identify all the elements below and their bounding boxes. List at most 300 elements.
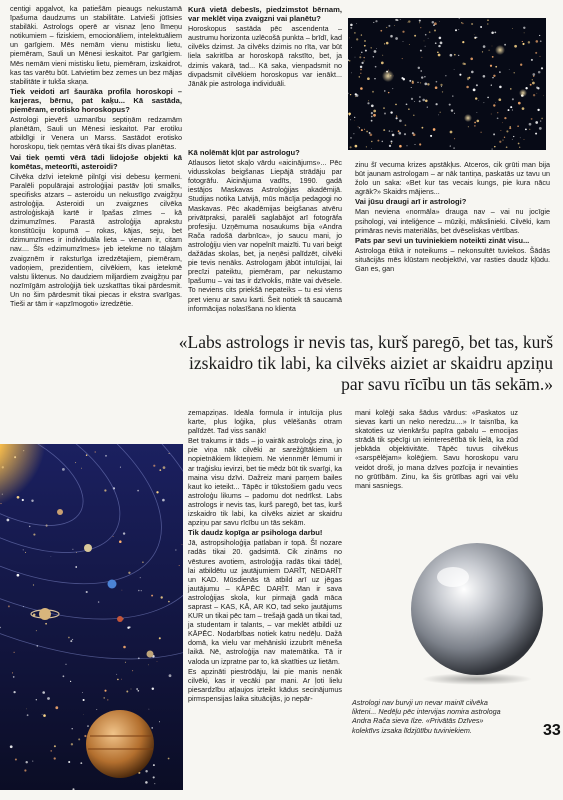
star-dot — [355, 57, 356, 58]
star-dot — [519, 147, 520, 148]
star-dot — [439, 21, 440, 22]
star-dot — [388, 25, 390, 27]
star-dot — [403, 78, 405, 80]
star-dot — [13, 676, 15, 678]
star-dot — [389, 145, 391, 147]
star-dot — [427, 107, 428, 108]
star-dot — [354, 32, 356, 34]
paragraph: centigi apgalvot, ka patiešām pieaugs nekustamā īpašuma daudzums un stabilitāte. Latvieši jūtīsies stabilāki. Astrologs operē ar visnaz ļeno līmeņu notikumiem – fiziskiem, emocionāliem, intelektuāliem un garīgiem. Mēs nemām vienu mistisku lietu, piemēram, Sauli un Mēnesi ieskaitot. Par garīgiem. Mēs nemām vieni mistisku lietu, piemēram, izskaidrot, kas tas varētu būt. Latvietim bez zemes un bez mājas stabilitāte ir tukša skaņa. — [10, 4, 182, 86]
star-dot — [502, 122, 503, 123]
star-dot — [371, 116, 373, 118]
star-dot — [537, 87, 539, 89]
solar-system-illustration — [0, 444, 183, 790]
star-dot — [359, 127, 360, 128]
star-dot — [470, 58, 473, 61]
star-dot — [425, 46, 426, 47]
star-dot — [476, 120, 479, 123]
article-column-3-middle — [355, 160, 550, 274]
article-column-3-bottom — [355, 408, 518, 491]
star-dot — [420, 27, 421, 28]
star-dot — [421, 76, 423, 78]
star-dot — [539, 127, 542, 130]
article-column-2-top — [188, 4, 342, 89]
star-dot — [350, 94, 351, 95]
star-dot — [491, 114, 492, 115]
star-dot — [128, 572, 130, 574]
star-dot — [375, 20, 377, 22]
star-dot — [540, 40, 542, 42]
star-dot — [96, 709, 97, 710]
interview-question: Kurā vietā debesīs, piedzimstot bērnam, var meklēt viņa zvaigzni vai planētu? — [188, 5, 342, 24]
star-dot — [414, 101, 415, 102]
star-dot — [83, 714, 84, 715]
star-dot — [428, 38, 429, 39]
star-dot — [435, 103, 437, 105]
star-dot — [474, 125, 475, 126]
star-dot — [529, 123, 532, 126]
paragraph: Man neviena «normāla» drauga nav – vai nu jocīgie psihologi, vai inteliģence – mūziķi, mākslinieki. Cilvēki, kam primāras nevis materiālās, bet dvēseliskas vērtības. — [355, 207, 550, 235]
star-dot — [510, 88, 512, 90]
star-dot — [388, 92, 389, 93]
star-dot — [541, 67, 543, 69]
star-dot — [26, 709, 27, 710]
star-dot — [408, 20, 410, 22]
star-dot — [482, 51, 483, 52]
star-dot — [361, 62, 363, 64]
paragraph: zinu šī vecuma krizes apstākļus. Atceros, cik grūti man bija būt jaunam astrologam – ar nāk tantiņa, paskatās uz tavu un žolo un saka: «Bet kur tas vecais kungs, pie kura nācu agrāk?» Skaidrs mājiens... — [355, 160, 550, 197]
star-dot — [371, 148, 372, 149]
star-dot — [399, 145, 402, 148]
star-dot — [474, 122, 476, 124]
star-dot — [117, 679, 119, 681]
star-dot — [368, 100, 369, 101]
star-dot — [350, 119, 351, 120]
star-dot — [459, 74, 461, 76]
star-dot — [371, 120, 373, 122]
star-dot — [45, 623, 47, 625]
star-dot — [86, 591, 88, 593]
star-dot — [54, 745, 56, 747]
star-dot — [159, 637, 161, 639]
starfield-photo — [348, 18, 546, 150]
star-dot — [123, 646, 126, 649]
star-dot — [395, 37, 398, 40]
star-dot — [386, 42, 389, 45]
star-dot — [350, 137, 352, 139]
star-dot — [42, 691, 45, 694]
star-dot — [163, 466, 166, 469]
star-dot — [473, 89, 476, 92]
star-dot — [113, 536, 114, 537]
star-dot — [477, 112, 478, 113]
star-dot — [420, 50, 422, 52]
star-dot — [55, 706, 58, 709]
star-dot — [131, 689, 132, 690]
star-dot — [120, 467, 121, 468]
star-dot — [455, 29, 457, 31]
star-dot — [413, 133, 416, 136]
star-dot — [63, 675, 65, 677]
star-dot — [156, 491, 158, 493]
star-dot — [433, 24, 435, 26]
star-dot — [381, 62, 384, 65]
star-dot — [471, 71, 474, 74]
star-dot — [391, 141, 393, 143]
star-dot — [365, 50, 367, 52]
star-dot — [98, 601, 100, 603]
star-dot — [398, 130, 400, 132]
star-dot — [371, 112, 373, 114]
star-dot — [374, 78, 375, 79]
star-dot — [539, 35, 540, 36]
star-dot — [145, 781, 148, 784]
star-dot — [374, 50, 377, 53]
star-dot — [411, 87, 412, 88]
star-dot — [396, 116, 397, 117]
star-dot — [390, 35, 393, 38]
star-dot — [373, 110, 376, 113]
star-dot — [360, 87, 363, 90]
star-dot — [366, 146, 367, 147]
star-dot — [33, 534, 35, 536]
star-dot — [404, 133, 406, 135]
interview-question: Vai tiek ņemti vērā tādi lidojoše objekti kā komētas, meteorīti, asteroidi? — [10, 152, 182, 171]
star-dot — [462, 41, 464, 43]
star-dot — [141, 590, 142, 591]
star-dot — [384, 113, 386, 115]
star-dot — [367, 77, 370, 80]
star-dot — [70, 640, 72, 642]
star-dot — [354, 117, 355, 118]
star-dot — [14, 652, 15, 653]
star-dot — [500, 130, 501, 131]
star-dot — [494, 146, 496, 148]
article-column-2-bottom — [188, 408, 342, 704]
star-dot — [353, 133, 354, 134]
star-dot — [499, 86, 502, 89]
star-dot — [512, 98, 514, 100]
star-dot — [370, 133, 373, 136]
star-dot — [123, 532, 125, 534]
star-dot — [498, 98, 501, 101]
star-dot — [350, 24, 353, 27]
star-dot — [384, 43, 385, 44]
star-dot — [480, 132, 481, 133]
star-dot — [425, 100, 428, 103]
star-dot — [478, 100, 479, 101]
star-dot — [450, 54, 453, 57]
star-dot — [517, 125, 519, 127]
paragraph: Astrologi pievērš uzmanību septiņām redzamām planētām, Sauli un Mēnesi ieskaitot. Par erotiku atbildīgi ir Venera un Marss. Sastādot erotisko horoskopu, tiek ņemtas vērā tikai šīs divas planētas. — [10, 115, 182, 152]
interview-question: Pats par sevi un tuviniekiem noteikti zināt visu... — [355, 235, 530, 245]
star-dot — [506, 146, 508, 148]
star-dot — [419, 20, 421, 22]
star-dot — [75, 566, 77, 568]
crystal-ball-graphic — [405, 537, 550, 687]
star-dot — [68, 761, 70, 763]
star-dot — [414, 35, 416, 37]
star-dot — [27, 714, 29, 716]
image-caption: Astrologi nav burvji un nevar mainīt cilvēka likteni... Nedēļu pēc intervijas nomira astrologa Andra Rača sieva Ilze. «Privātās Dzīves» kolektīvs izsaka līdzjūtību tuviniekiem. — [352, 698, 501, 735]
star-dot — [487, 23, 488, 24]
star-dot — [355, 145, 358, 148]
star-dot — [349, 37, 350, 38]
star-dot — [532, 73, 535, 76]
star-dot — [418, 67, 420, 69]
star-dot — [492, 149, 493, 150]
star-dot — [450, 145, 451, 146]
star-dot — [420, 82, 421, 83]
star-dot — [400, 19, 401, 20]
star-dot — [371, 104, 374, 107]
star-dot — [483, 75, 486, 78]
star-dot — [363, 57, 364, 58]
star-dot — [10, 745, 13, 748]
star-dot — [487, 20, 488, 21]
star-dot — [75, 462, 76, 463]
star-dot — [12, 672, 13, 673]
star-dot — [360, 54, 361, 55]
star-dot — [488, 50, 489, 51]
star-dot — [377, 140, 379, 142]
star-dot — [15, 758, 17, 760]
star-dot — [512, 109, 513, 110]
star-dot — [543, 95, 544, 96]
star-dot — [54, 757, 56, 759]
star-dot — [350, 146, 352, 148]
star-dot — [520, 137, 521, 138]
star-dot — [82, 692, 83, 693]
crystal-ball-photo — [405, 537, 550, 687]
star-dot — [408, 108, 410, 110]
star-dot — [43, 714, 46, 717]
star-dot — [384, 90, 385, 91]
star-dot — [440, 42, 443, 45]
interview-question: Kā nolēmāt kļūt par astrologu? — [188, 148, 300, 157]
star-dot — [522, 107, 525, 110]
star-dot — [466, 86, 469, 89]
star-dot — [122, 590, 123, 591]
star-dot — [119, 540, 122, 543]
star-dot — [413, 114, 415, 116]
star-dot — [364, 45, 366, 47]
star-dot — [47, 697, 50, 700]
star-dot — [84, 735, 86, 737]
star-dot — [409, 44, 410, 45]
star-dot — [175, 550, 176, 551]
star-dot — [138, 590, 140, 592]
star-dot — [95, 451, 96, 452]
star-dot — [104, 690, 106, 692]
star-dot — [412, 81, 414, 83]
star-dot — [394, 25, 395, 26]
star-dot — [484, 102, 485, 103]
starfield-graphic — [348, 18, 546, 150]
star-dot — [406, 103, 408, 105]
star-dot — [104, 489, 106, 491]
star-dot — [78, 738, 80, 740]
star-dot — [538, 71, 541, 74]
star-dot — [491, 84, 492, 85]
star-dot — [480, 26, 482, 28]
star-dot — [392, 88, 393, 89]
star-dot — [541, 118, 543, 120]
star-dot — [391, 143, 392, 144]
star-dot — [483, 45, 486, 48]
star-dot — [468, 77, 470, 79]
paragraph: Astrologa ētikā ir noteikums – nekonsultēt tuviekos. Šādās situācijās mēs klūstam neobjektīvi, var rasties daudz kļūdu. Gan es, gan — [355, 245, 550, 274]
star-dot — [497, 117, 499, 119]
star-dot — [409, 80, 411, 82]
paragraph: Jā, astropsiholoģija patlaban ir topā. Šī nozare radās tikai 20. gadsimtā. Cik zināms no vēstures avotiem, astroloģija radās tikai tādēļ, lai atbildētu uz jautājumiem DARĪT, NEDARĪT un KAD. Mūsdienās tā atbild arī uz jēgas jautājumu – KĀPĒC DARĪT. Man ir sava astroloģijas skola, kur pirmajā gadā māca saprast – KAS, KĀ, AR KO, tad seko jautājums KUR un tikai pēc tam – trešajā gadā un tikai tad, ja studentam ir talants, – var meklēt atbildi uz KĀPĒC. Nodarbības notiek katru nedēļu. Dažā domā, ka vielu var mehāniski izzubrīt mēneša laikā. Nē, astroloģija nav matemātika. Tā ir valoda un izpratne par to, kā skatīties uz lietām. — [188, 538, 342, 666]
star-dot — [81, 468, 82, 469]
star-dot — [427, 83, 429, 85]
star-dot — [468, 126, 469, 127]
star-dot — [406, 145, 407, 146]
star-dot — [154, 783, 155, 784]
star-dot — [24, 769, 26, 771]
star-dot — [151, 727, 153, 729]
star-dot — [392, 134, 395, 137]
star-dot — [440, 84, 442, 86]
star-dot — [373, 22, 374, 23]
star-dot — [424, 83, 427, 86]
star-dot — [475, 97, 477, 99]
article-column-2-middle — [188, 147, 342, 314]
star-dot — [458, 55, 459, 56]
star-dot — [360, 73, 361, 74]
star-dot — [451, 109, 453, 111]
star-dot — [373, 114, 376, 117]
star-dot — [503, 140, 504, 141]
star-dot — [42, 714, 43, 715]
star-dot — [371, 141, 372, 142]
star-dot — [369, 132, 371, 134]
star-dot — [386, 27, 387, 28]
star-dot — [419, 143, 421, 145]
star-dot — [518, 143, 520, 145]
star-dot — [464, 63, 466, 65]
star-dot — [36, 699, 37, 700]
star-dot — [32, 761, 33, 762]
star-dot — [149, 709, 150, 710]
star-dot — [424, 76, 425, 77]
star-dot — [373, 56, 374, 57]
star-dot — [535, 121, 538, 124]
star-dot — [33, 584, 34, 585]
star-dot — [116, 674, 117, 675]
star-dot — [491, 32, 494, 35]
star-dot — [50, 750, 52, 752]
star-dot — [364, 40, 365, 41]
star-dot — [424, 41, 425, 42]
star-dot — [497, 112, 498, 113]
star-dot — [510, 106, 512, 108]
star-dot — [492, 56, 494, 58]
star-dot — [499, 71, 501, 73]
star-dot — [80, 762, 82, 764]
star-dot — [358, 126, 359, 127]
star-dot — [179, 565, 180, 566]
star-dot — [151, 595, 153, 597]
star-dot — [449, 104, 451, 106]
star-dot — [514, 45, 517, 48]
star-dot — [495, 102, 496, 103]
star-dot — [382, 141, 384, 143]
star-dot — [87, 725, 89, 727]
star-dot — [159, 721, 160, 722]
star-dot — [525, 87, 527, 89]
paragraph: Cilvēka dzīvi ietekmē pilnīgi visi debesu ķermeni. Paralēli populārajai astroloģijai pastāv ļoti smalks, specifisks atzars – asteroidu un nekustīgo zvaigžņu astroloģija. Asteroidi un zvaigznes cilvēka astroloģiskajā kartē ir īpašas zīmes – kā dzimumzīmes. Parastā astroloģija aprakstu konstitūciju kopumā – rokas, kājas, seju, bet dzimumzīmes ir individuāla lieta – vienam ir, citam nav.... Šīs «dzimumzīmes» jeb ietekme no tālajām zvaigznēm ir raksturīga izredzētajiem, piemēram, vadoņiem, prezidentiem, cilvēkiem, kas ietekmē valstu liktenus. No daudziem miljardiem zvaigžņu par nozīmīgām astroloģijā tiek uzskatītas tikai pārdesmit. Un no šim pārdesmit tikai piecas ir ekstra svarīgas. Tieši ar tām ir «apzīmogoti» izredzētie. — [10, 171, 182, 308]
star-dot — [125, 662, 126, 663]
star-dot — [494, 31, 496, 33]
star-dot — [17, 574, 20, 577]
star-dot — [524, 33, 525, 34]
star-dot — [399, 132, 402, 135]
star-dot — [533, 76, 534, 77]
star-dot — [414, 135, 415, 136]
star-dot — [83, 699, 85, 701]
star-dot — [148, 664, 149, 665]
star-dot — [153, 465, 155, 467]
star-dot — [86, 454, 88, 456]
star-dot — [454, 113, 455, 114]
star-dot — [522, 41, 523, 42]
star-dot — [436, 81, 438, 83]
star-dot — [366, 131, 368, 133]
star-dot — [504, 44, 506, 46]
star-dot — [153, 776, 155, 778]
star-dot — [402, 31, 404, 33]
star-dot — [137, 490, 139, 492]
star-dot — [363, 60, 364, 61]
star-dot — [380, 30, 382, 32]
star-dot — [540, 121, 541, 122]
star-dot — [458, 29, 459, 30]
star-dot — [348, 112, 351, 115]
star-dot — [405, 124, 407, 126]
paragraph: Horoskopus sastāda pēc ascendenta – austrumu horizonta uzlēcošā punkta – brīdī, kad cilvēks dzimst. Ja cilvēks dzimis no rīta, var būt liela sakritība ar horoskopā rakstīto, bet, ja dzimis vakarā, tad... Kā saka, vienpadsmit no divpadsmit cilvēkiem horoskopus var ienākt... Jānāk pie astrologa individuāli. — [188, 24, 342, 88]
star-dot — [441, 86, 442, 87]
star-dot — [513, 136, 514, 137]
star-dot — [72, 549, 73, 550]
star-dot — [514, 72, 515, 73]
star-dot — [72, 639, 73, 640]
star-dot — [361, 52, 362, 53]
star-dot — [389, 130, 390, 131]
star-dot — [36, 630, 37, 631]
star-dot — [509, 127, 511, 129]
star-dot — [65, 664, 66, 665]
star-dot — [142, 561, 144, 563]
star-dot — [425, 34, 427, 36]
star-dot — [499, 141, 501, 143]
star-dot — [509, 69, 510, 70]
star-dot — [452, 95, 453, 96]
star-dot — [8, 605, 10, 607]
star-dot — [487, 97, 489, 99]
star-dot — [13, 691, 15, 693]
star-dot — [532, 79, 533, 80]
star-dot — [439, 37, 442, 40]
paragraph: Es apzināti pieströdāju, lai pie manis nenāk cilvēki, kas ir vecāki par mani. Ar ļoti lielu piesardzību atļaujos izteikt kādus secinājumus pirmspensijas laika situācijās, jo nepār- — [188, 666, 342, 703]
star-dot — [435, 42, 437, 44]
star-dot — [535, 133, 537, 135]
star-dot — [432, 21, 435, 24]
star-dot — [435, 86, 438, 89]
star-dot — [132, 670, 133, 671]
star-dot — [438, 54, 441, 57]
